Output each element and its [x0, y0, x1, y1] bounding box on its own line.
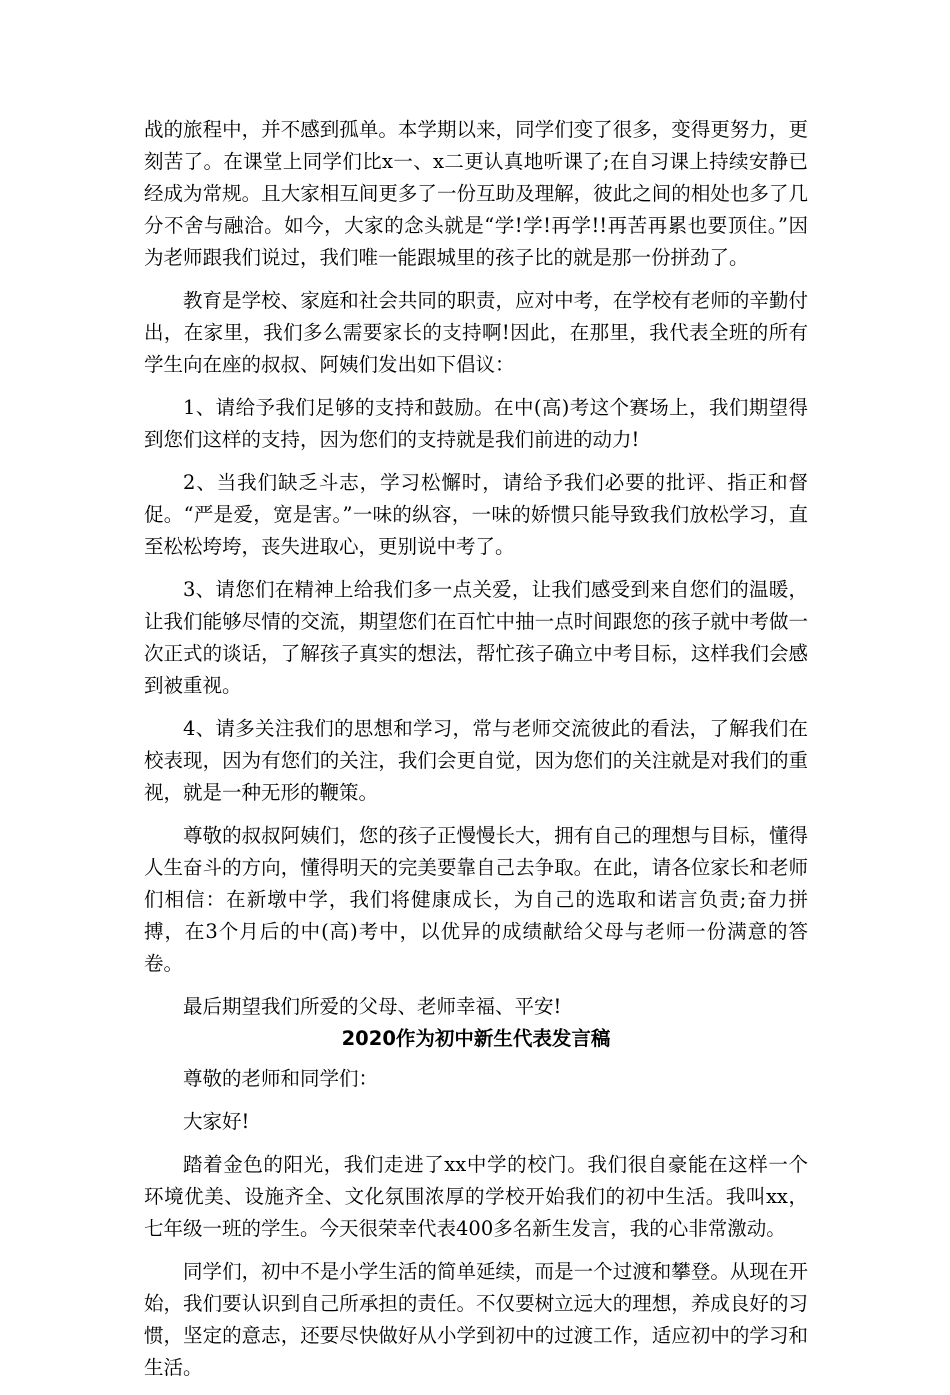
paragraph-continuation: 战的旅程中，并不感到孤单。本学期以来，同学们变了很多，变得更努力，更刻苦了。在课堂上同学们比x一、x二更认真地听课了;在自习课上持续安静已经成为常规。且大家相互间更多了一份互助及理解，彼此之间的相处也多了几分不舍与融洽。如今，大家的念头就是“学!学!再学!!再苦再累也要顶住。”因为老师跟我们说过，我们唯一能跟城里的孩子比的就是那一份拼劲了。 [144, 118, 808, 269]
greeting: 大家好! [183, 1110, 250, 1133]
proposal-item-2: 2、当我们缺乏斗志，学习松懈时，请给予我们必要的批评、指正和督促。“严是爱，宽是害。”一味的纵容，一味的娇惯只能导致我们放松学习，直至松松垮垮，丧失进取心，更别说中考了。 [144, 471, 808, 558]
paragraph-education: 教育是学校、家庭和社会共同的职责，应对中考，在学校有老师的辛勤付出，在家里，我们多么需要家长的支持啊!因此，在那里，我代表全班的所有学生向在座的叔叔、阿姨们发出如下倡议： [144, 289, 808, 376]
paragraph-transition: 同学们，初中不是小学生活的简单延续，而是一个过渡和攀登。从现在开始，我们要认识到自己所承担的责任。不仅要树立远大的理想，养成良好的习惯，坚定的意志，还要尽快做好从小学到初中的过渡工作，适应初中的学习和生活。 [144, 1260, 808, 1379]
proposal-item-4: 4、请多关注我们的思想和学习，常与老师交流彼此的看法，了解我们在校表现，因为有您们的关注，我们会更自觉，因为您们的关注就是对我们的重视，就是一种无形的鞭策。 [144, 717, 808, 804]
proposal-item-1: 1、请给予我们足够的支持和鼓励。在中(高)考这个赛场上，我们期望得到您们这样的支持，因为您们的支持就是我们前进的动力! [144, 396, 808, 451]
paragraph-introduction: 踏着金色的阳光，我们走进了xx中学的校门。我们很自豪能在这样一个环境优美、设施齐全、文化氛围浓厚的学校开始我们的初中生活。我叫xx，七年级一班的学生。今天很荣幸代表400多名新生发言，我的心非常激动。 [144, 1153, 808, 1240]
document-page [144, 114, 808, 1395]
proposal-item-3: 3、请您们在精神上给我们多一点关爱，让我们感受到来自您们的温暖，让我们能够尽情的交流，期望您们在百忙中抽一点时间跟您的孩子就中考做一次正式的谈话，了解孩子真实的想法，帮忙孩子确立中考目标，这样我们会感到被重视。 [144, 578, 808, 697]
salutation: 尊敬的老师和同学们： [183, 1067, 379, 1090]
paragraph-closing-wish: 最后期望我们所爱的父母、老师幸福、平安! [183, 995, 562, 1018]
section-heading: 2020作为初中新生代表发言稿 [341, 1027, 611, 1050]
paragraph-parents: 尊敬的叔叔阿姨们，您的孩子正慢慢长大，拥有自己的理想与目标，懂得人生奋斗的方向，懂得明天的完美要靠自己去争取。在此，请各位家长和老师们相信：在新墩中学，我们将健康成长，为自己的选取和诺言负责;奋力拼搏，在3个月后的中(高)考中，以优异的成绩献给父母与老师一份满意的答卷。 [144, 824, 808, 975]
